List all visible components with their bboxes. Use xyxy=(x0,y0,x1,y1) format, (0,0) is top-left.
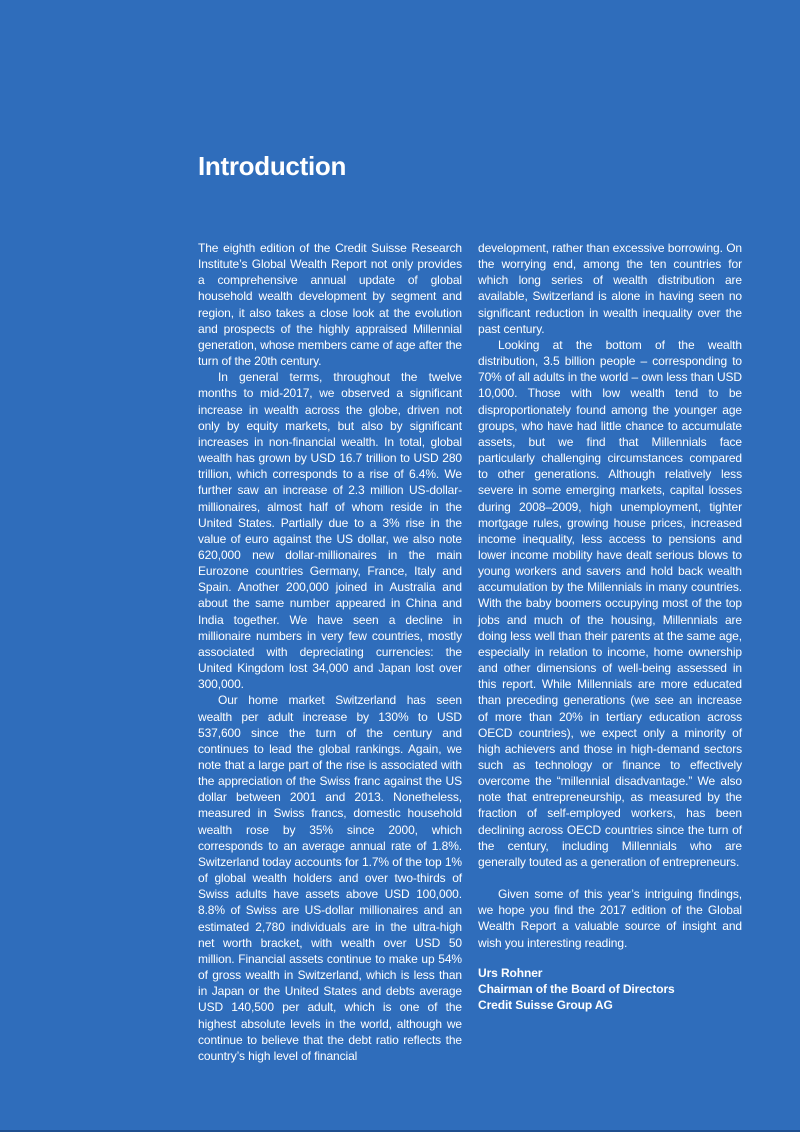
paragraph: In general terms, throughout the twelve months to mid-2017, we observed a significant increase in wealth across the globe, driven not only by equity markets, but also by significant increases in non-financial wealth. In total, global wealth has grown by USD 16.7 trillion to USD 280 trillion, which corresponds to a rise of 6.4%. We further saw an increase of 2.3 million US-dollar-millionaires, almost half of whom reside in the United States. Partially due to a 3% rise in the value of euro against the US dollar, we also note 620,000 new dollar-millionaires in the main Eurozone countries Germany, France, Italy and Spain. Another 200,000 joined in Australia and about the same number appeared in China and India together. We have seen a decline in millionaire numbers in very few countries, mostly associated with depreciating currencies: the United Kingdom lost 34,000 and Japan lost over 300,000. xyxy=(198,370,462,692)
page-title: Introduction xyxy=(198,151,347,181)
paragraph: Given some of this year’s intriguing findings, we hope you find the 2017 edition of the Global Wealth Report a valuable source of insight and wish you interesting reading. xyxy=(478,887,742,950)
signature-block xyxy=(478,965,742,1013)
paragraph: development, rather than excessive borrowing. On the worrying end, among the ten countries for which long series of wealth distribution are available, Switzerland is alone in having seen no significant reduction in wealth inequality over the past century. xyxy=(478,241,742,336)
signatory-company: Credit Suisse Group AG xyxy=(478,998,613,1013)
paragraph: The eighth edition of the Credit Suisse Research Institute’s Global Wealth Report not only provides a comprehensive annual update of global household wealth development by segment and region, it also takes a close look at the evolution and prospects of the highly appraised Millennial generation, whose members came of age after the turn of the 20th century. xyxy=(198,241,462,369)
paragraph: Looking at the bottom of the wealth distribution, 3.5 billion people – corresponding to 70% of all adults in the world – own less than USD 10,000. Those with low wealth tend to be disproportionately found among the younger age groups, who have had little chance to accumulate assets, but we find that Millennials face particularly challenging circumstances compared to other generations. Although relatively less severe in some emerging markets, capital losses during 2008–2009, high unemployment, tighter mortgage rules, growing house prices, increased income inequality, less access to pensions and lower income mobility have dealt serious blows to young workers and savers and hold back wealth accumulation by the Millennials in many countries. With the baby boomers occupying most of the top jobs and much of the housing, Millennials are doing less well than their parents at the same age, especially in relation to income, home ownership and other dimensions of well-being assessed in this report. While Millennials are more educated than preceding generations (we see an increase of more than 20% in tertiary education across OECD countries), we expect only a minority of high achievers and those in high-demand sectors such as technology or finance to effectively overcome the “millennial disadvantage.” We also note that entrepreneurship, as measured by the fraction of self-employed workers, has been declining across OECD countries since the turn of the century, including Millennials who are generally touted as a generation of entrepreneurs. xyxy=(478,337,742,869)
signatory-name: Urs Rohner xyxy=(478,965,543,980)
left-column xyxy=(198,240,462,1064)
signatory-position: Chairman of the Board of Directors xyxy=(478,981,675,996)
paragraph: Our home market Switzerland has seen wealth per adult increase by 130% to USD 537,600 since the turn of the century and continues to lead the global rankings. Again, we note that a large part of the rise is associated with the appreciation of the Swiss franc against the US dollar between 2001 and 2013. Nonetheless, measured in Swiss francs, domestic household wealth rose by 35% since 2000, which corresponds to an average annual rate of 1.8%. Switzerland today accounts for 1.7% of the top 1% of global wealth holders and over two-thirds of Swiss adults have assets above USD 100,000. 8.8% of Swiss are US-dollar millionaires and an estimated 2,780 individuals are in the ultra-high net worth bracket, with wealth over USD 50 million. Financial assets continue to make up 54% of gross wealth in Switzerland, which is less than in Japan or the United States and debts average USD 140,500 per adult, which is one of the highest absolute levels in the world, although we continue to believe that the debt ratio reflects the country’s high level of financial xyxy=(198,693,462,1063)
right-column xyxy=(478,240,742,1013)
